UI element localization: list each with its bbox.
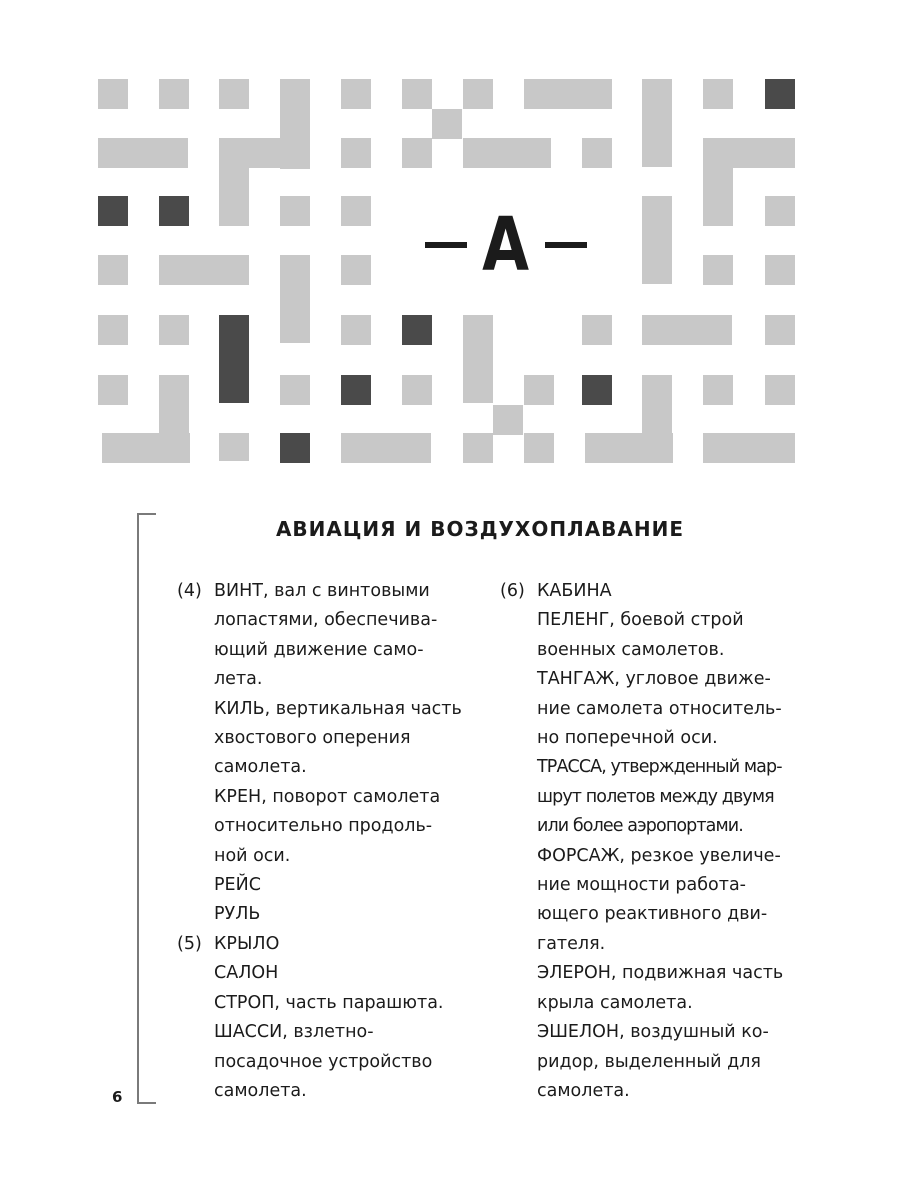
entry-line: КИЛЬ, вертикальная часть — [214, 698, 462, 719]
entry-line: посадочное устройство — [214, 1051, 433, 1072]
grid-block — [219, 138, 249, 226]
entry-line: ющий движение само- — [214, 639, 424, 660]
grid-block — [703, 255, 733, 285]
grid-block — [402, 315, 432, 345]
grid-block — [159, 255, 249, 285]
entry-line: ФОРСАЖ, резкое увеличе- — [537, 845, 781, 866]
entry-line: КРЕН, поворот самолета — [214, 786, 441, 807]
grid-block — [159, 196, 189, 226]
grid-block — [642, 196, 672, 284]
grid-block — [219, 79, 249, 109]
grid-block — [524, 433, 554, 463]
grid-block — [765, 375, 795, 405]
grid-block — [159, 79, 189, 109]
grid-block — [463, 315, 493, 403]
right-column — [500, 577, 800, 1106]
grid-block — [765, 315, 795, 345]
grid-block — [98, 255, 128, 285]
entry-line: самолета. — [214, 1080, 307, 1101]
grid-block — [219, 315, 249, 403]
grid-block — [493, 405, 523, 435]
grid-block — [341, 375, 371, 405]
entry-line: СТРОП, часть парашюта. — [214, 992, 444, 1013]
grid-block — [642, 79, 672, 167]
page-bracket — [137, 513, 139, 1104]
entry-line: лета. — [214, 669, 263, 690]
entry-line: крыла самолета. — [537, 992, 693, 1013]
page-bracket-top — [137, 513, 156, 515]
word-group-5 — [177, 930, 477, 1106]
entry-line: ние самолета относитель- — [537, 698, 782, 719]
section-title: АВИАЦИЯ И ВОЗДУХОПЛАВАНИЕ — [275, 517, 685, 541]
grid-block — [463, 79, 493, 109]
entry-line: РЕЙС — [214, 875, 261, 896]
grid-block — [765, 79, 795, 109]
grid-block — [98, 138, 188, 168]
grid-block — [98, 196, 128, 226]
entry-line: ВИНТ, вал с винтовыми — [214, 581, 430, 601]
grid-block — [582, 138, 612, 168]
grid-block — [402, 79, 432, 109]
entry-line: самолета. — [537, 1080, 630, 1101]
grid-block — [280, 433, 310, 463]
grid-block — [341, 196, 371, 226]
grid-block — [219, 433, 249, 461]
entry-line: ющего реактивного дви- — [537, 904, 768, 925]
entry-line: КАБИНА — [537, 581, 612, 601]
section-letter: А — [482, 202, 530, 288]
grid-block — [102, 433, 190, 463]
letter-count: (5) — [177, 933, 202, 954]
grid-block — [463, 433, 493, 463]
grid-block — [524, 79, 612, 109]
grid-block — [585, 433, 673, 463]
entry-line: ной оси. — [214, 845, 291, 866]
entry-line: самолета. — [214, 757, 307, 778]
entry-line: хвостового оперения — [214, 728, 411, 749]
word-group-4 — [177, 577, 477, 930]
entry-line: РУЛЬ — [214, 904, 261, 925]
grid-block — [765, 255, 795, 285]
grid-block — [159, 315, 189, 345]
grid-block — [98, 315, 128, 345]
grid-block — [432, 109, 462, 139]
grid-block — [524, 375, 554, 405]
grid-block — [582, 315, 612, 345]
grid-block — [703, 138, 733, 226]
grid-block — [98, 375, 128, 405]
entry-line: шрут полетов между двумя — [537, 786, 774, 807]
letter-count: (6) — [500, 581, 525, 601]
entry-line: ТАНГАЖ, угловое движе- — [537, 669, 771, 690]
grid-block — [582, 375, 612, 405]
grid-block — [341, 138, 371, 168]
grid-block — [280, 196, 310, 226]
grid-block — [341, 433, 431, 463]
entry-line: ние мощности работа- — [537, 875, 747, 896]
grid-block — [402, 375, 432, 405]
left-dash — [425, 242, 467, 248]
entry-line: относительно продоль- — [214, 816, 433, 837]
grid-block — [463, 138, 551, 168]
grid-block — [98, 79, 128, 109]
letter-count: (4) — [177, 581, 202, 601]
grid-block — [402, 138, 432, 168]
entry-line: ЭЛЕРОН, подвижная часть — [537, 963, 784, 984]
right-dash — [545, 242, 587, 248]
letter-badge — [418, 202, 594, 288]
grid-block — [703, 433, 795, 463]
page-bracket-bottom — [137, 1102, 156, 1104]
entry-line: ПЕЛЕНГ, боевой строй — [537, 610, 744, 631]
entry-line: ЭШЕЛОН, воздушный ко- — [537, 1022, 769, 1043]
grid-block — [341, 315, 371, 345]
page-number: 6 — [112, 1088, 123, 1106]
entry-line: гателя. — [537, 933, 606, 954]
word-group-6 — [500, 577, 800, 1106]
entry-line: ТРАССА, утвержденный мар- — [537, 757, 782, 778]
entry-line: КРЫЛО — [214, 933, 280, 954]
entry-line: но поперечной оси. — [537, 728, 718, 749]
entry-line: или более аэропортами. — [537, 816, 743, 837]
grid-block — [703, 375, 733, 405]
grid-block — [341, 255, 371, 285]
entry-line: ридор, выделенный для — [537, 1051, 761, 1072]
grid-block — [280, 375, 310, 405]
grid-block — [642, 315, 732, 345]
entry-line: ШАССИ, взлетно- — [214, 1022, 374, 1043]
entry-line: лопастями, обеспечива- — [214, 610, 438, 631]
grid-block — [280, 255, 310, 343]
left-column — [177, 577, 477, 1106]
grid-block — [341, 79, 371, 109]
entry-line: военных самолетов. — [537, 639, 725, 660]
grid-block — [765, 196, 795, 226]
grid-block — [703, 79, 733, 109]
entry-line: САЛОН — [214, 963, 279, 984]
